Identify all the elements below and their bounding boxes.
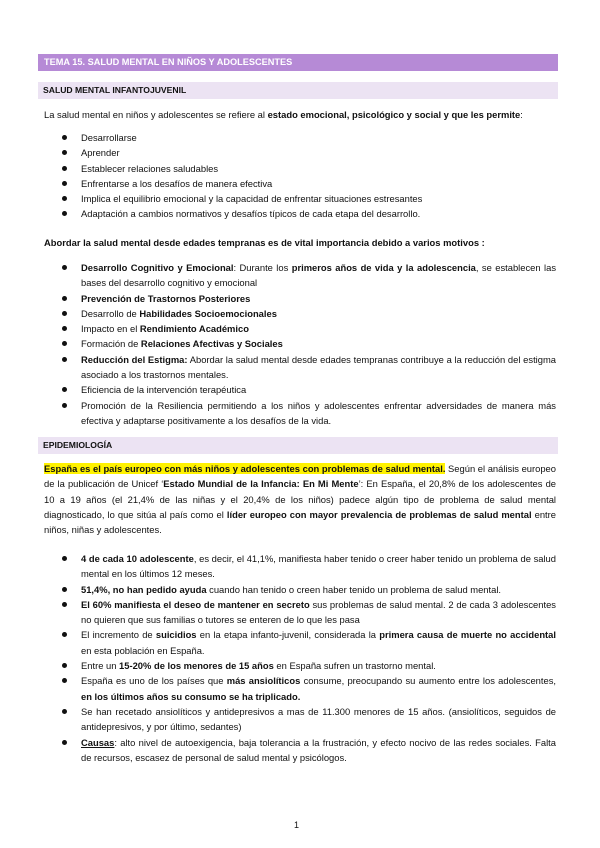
list-item: Causas: alto nivel de autoexigencia, baja tolerancia a la frustración, y efecto nocivo de las redes sociales. Falta de recursos, escasez de personal de salud mental y psicólogos. [44, 735, 556, 766]
list-item: 4 de cada 10 adolescente, es decir, el 41,1%, manifiesta haber tenido o creer haber tenido un problema de salud mental en los últimos 12 meses. [44, 551, 556, 582]
list-item: Eficiencia de la intervención terapéutica [44, 382, 556, 397]
section-header-salud-mental: SALUD MENTAL INFANTOJUVENIL [38, 82, 558, 99]
list-item: Desarrollo Cognitivo y Emocional: Durante los primeros años de vida y la adolescencia, se establecen las bases del desarrollo cognitivo y emocional [44, 260, 556, 291]
list-item: Formación de Relaciones Afectivas y Sociales [44, 336, 556, 351]
list-item: Enfrentarse a los desafíos de manera efectiva [44, 176, 556, 191]
list-item: Entre un 15-20% de los menores de 15 años en España sufren un trastorno mental. [44, 658, 556, 673]
list-item: Adaptación a cambios normativos y desafíos típicos de cada etapa del desarrollo. [44, 206, 556, 221]
list-item: Se han recetado ansiolíticos y antidepresivos a mas de 11.300 menores de 15 años. (ansiolíticos, seguidos de antidepresivos, y por último, sedantes) [44, 704, 556, 735]
epidemiology-list [44, 551, 556, 765]
list-item: Desarrollo de Habilidades Socioemocionales [44, 306, 556, 321]
motivos-heading: Abordar la salud mental desde edades tempranas es de vital importancia debido a varios motivos : [44, 237, 485, 248]
list-item: Aprender [44, 145, 556, 160]
topic-title-bar: TEMA 15. SALUD MENTAL EN NIÑOS Y ADOLESCENTES [38, 54, 558, 71]
list-item: Implica el equilibrio emocional y la capacidad de enfrentar situaciones estresantes [44, 191, 556, 206]
list-item: España es uno de los países que más ansiolíticos consume, preocupando su aumento entre los adolescentes, en los últimos años su consumo se ha triplicado. [44, 673, 556, 704]
list-item: Establecer relaciones saludables [44, 161, 556, 176]
list-item: El incremento de suicidios en la etapa infanto-juvenil, considerada la primera causa de muerte no accidental en esta población en España. [44, 627, 556, 658]
list-item: Promoción de la Resiliencia permitiendo a los niños y adolescentes enfrentar adversidades de manera más efectiva y adaptarse positivamente a los desafíos de la vida. [44, 398, 556, 429]
list-item: 51,4%, no han pedido ayuda cuando han tenido o creen haber tenido un problema de salud mental. [44, 582, 556, 597]
motivos-list [44, 260, 556, 428]
section-header-epidemiologia: EPIDEMIOLOGÍA [38, 437, 558, 454]
page-number: 1 [294, 820, 300, 830]
list-item: Prevención de Trastornos Posteriores [44, 291, 556, 306]
abilities-list [44, 130, 556, 222]
epidemiology-paragraph: España es el país europeo con más niños y adolescentes con problemas de salud mental. Según el análisis europeo de la publicación de Unicef ‘Estado Mundial de la Infancia: En Mi Mente’: En España, el 20,8% de los adolescentes de 10 a 19 años (el 21,4% de las niñas y el 20,4% de los niños) padece algún tipo de problema de salud mental diagnosticado, lo que sitúa al país como el líder europeo con mayor prevalencia de problemas de salud mental entre niños, niñas y adolescentes. [44, 463, 557, 536]
list-item: Impacto en el Rendimiento Académico [44, 321, 556, 336]
list-item: El 60% manifiesta el deseo de mantener en secreto sus problemas de salud mental. 2 de cada 3 adolescentes no quieren que sus familias o tutores se enteren de lo que les pasa [44, 597, 556, 628]
list-item: Desarrollarse [44, 130, 556, 145]
intro-paragraph: La salud mental en niños y adolescentes se refiere al estado emocional, psicológico y social y que les permite: [44, 109, 523, 120]
list-item: Reducción del Estigma: Abordar la salud mental desde edades tempranas contribuye a la reducción del estigma asociado a los trastornos mentales. [44, 352, 556, 383]
